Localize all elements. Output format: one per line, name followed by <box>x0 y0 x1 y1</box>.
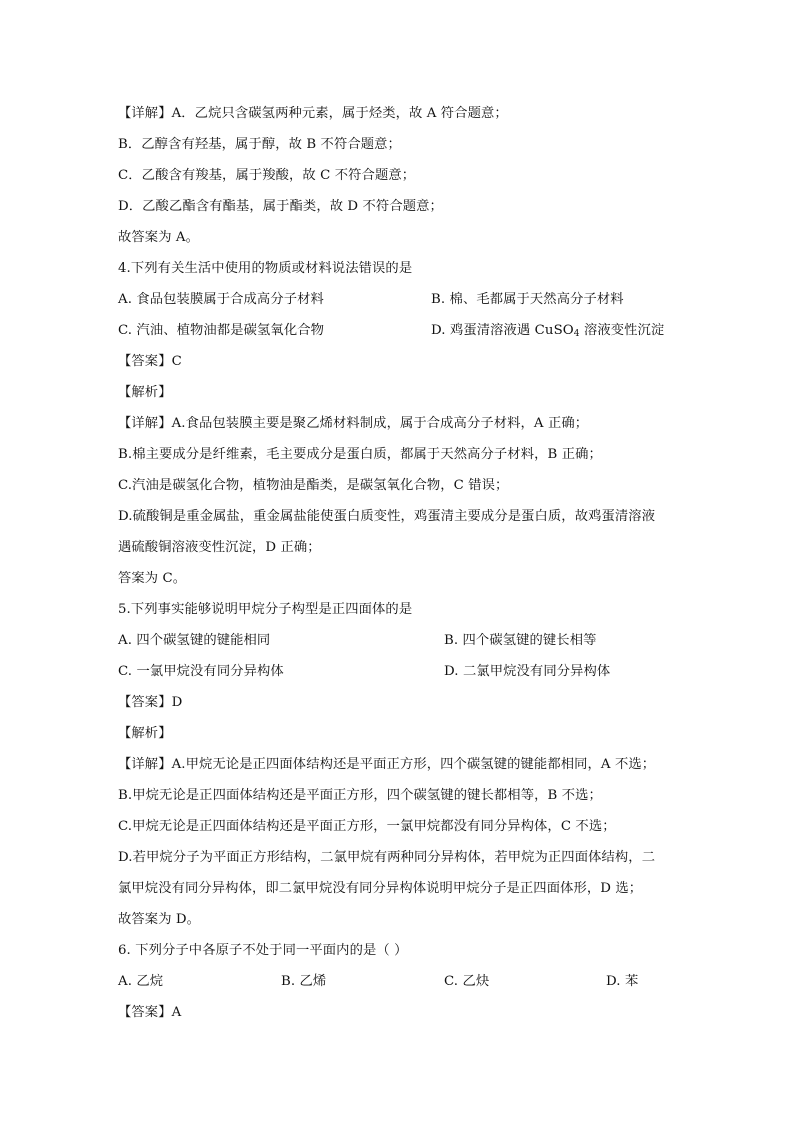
q4-option-d-subscript: 4 <box>573 329 580 339</box>
q5-explanation-b: B.甲烷无论是正四面体结构还是平面正方形，四个碳氢键的键长都相等，B 不选； <box>118 788 602 803</box>
q5-option-c: C. 一氯甲烷没有同分异构体 <box>118 664 284 679</box>
q3-explanation-c: C．乙酸含有羧基，属于羧酸，故 C 不符合题意； <box>118 168 416 183</box>
q4-analysis-heading: 【解析】 <box>118 385 172 400</box>
q6-stem: 6. 下列分子中各原子不处于同一平面内的是（ ） <box>118 943 408 958</box>
q5-explanation-a: 【详解】A.甲烷无论是正四面体结构还是平面正方形，四个碳氢键的键能都相同，A 不选； <box>118 757 656 772</box>
q3-explanation-d: D．乙酸乙酯含有酯基，属于酯类，故 D 不符合题意； <box>118 199 443 214</box>
q4-explanation-c: C.汽油是碳氢化合物，植物油是酯类，是碳氢氧化合物，C 错误； <box>118 478 509 493</box>
q4-explanation-b: B.棉主要成分是纤维素，毛主要成分是蛋白质，都属于天然高分子材料，B 正确； <box>118 447 602 462</box>
q4-conclusion: 答案为 C。 <box>118 571 187 586</box>
q6-answer: 【答案】A <box>118 1005 182 1020</box>
q4-answer: 【答案】C <box>118 354 182 369</box>
q5-option-b: B. 四个碳氢键的键长相等 <box>444 633 597 648</box>
q6-option-c: C. 乙炔 <box>444 974 490 989</box>
q4-option-a: A. 食品包装膜属于合成高分子材料 <box>118 292 324 307</box>
q5-explanation-d: D.若甲烷分子为平面正方形结构，二氯甲烷有两种同分异构体，若甲烷为正四面体结构，二 <box>118 850 656 865</box>
q4-option-d-text-end: 溶液变性沉淀 <box>579 323 665 338</box>
q5-option-d: D. 二氯甲烷没有同分异构体 <box>444 664 611 679</box>
q4-option-b: B. 棉、毛都属于天然高分子材料 <box>431 292 624 307</box>
q4-option-d-text: D. 鸡蛋清溶液遇 CuSO <box>431 323 574 338</box>
q4-stem: 4.下列有关生活中使用的物质或材料说法错误的是 <box>118 261 413 276</box>
q6-option-a: A. 乙烷 <box>118 974 164 989</box>
q5-stem: 5.下列事实能够说明甲烷分子构型是正四面体的是 <box>118 602 413 617</box>
q5-analysis-heading: 【解析】 <box>118 726 172 741</box>
q5-explanation-c: C.甲烷无论是正四面体结构还是平面正方形，一氯甲烷都没有同分异构体，C 不选； <box>118 819 616 834</box>
q4-explanation-a: 【详解】A.食品包装膜主要是聚乙烯材料制成，属于合成高分子材料，A 正确； <box>118 416 589 431</box>
q6-option-d: D. 苯 <box>606 974 639 989</box>
q3-explanation-b: B．乙醇含有羟基，属于醇，故 B 不符合题意； <box>118 137 401 152</box>
q3-conclusion: 故答案为 A。 <box>118 230 200 245</box>
q5-option-a: A. 四个碳氢键的键能相同 <box>118 633 271 648</box>
q4-explanation-d-cont: 遇硫酸铜溶液变性沉淀，D 正确； <box>118 540 321 555</box>
q5-answer: 【答案】D <box>118 695 183 710</box>
q5-conclusion: 故答案为 D。 <box>118 912 201 927</box>
q5-explanation-d-cont: 氯甲烷没有同分异构体，即二氯甲烷没有同分异构体说明甲烷分子是正四面体形，D 选； <box>118 881 643 896</box>
q4-explanation-d: D.硫酸铜是重金属盐，重金属盐能使蛋白质变性，鸡蛋清主要成分是蛋白质，故鸡蛋清溶液 <box>118 509 656 524</box>
q4-option-c: C. 汽油、植物油都是碳氢氧化合物 <box>118 323 325 338</box>
q6-option-b: B. 乙烯 <box>281 974 327 989</box>
q4-option-d <box>431 323 664 342</box>
q3-explanation-a: 【详解】A．乙烷只含碳氢两种元素，属于烃类，故 A 符合题意； <box>118 106 508 121</box>
